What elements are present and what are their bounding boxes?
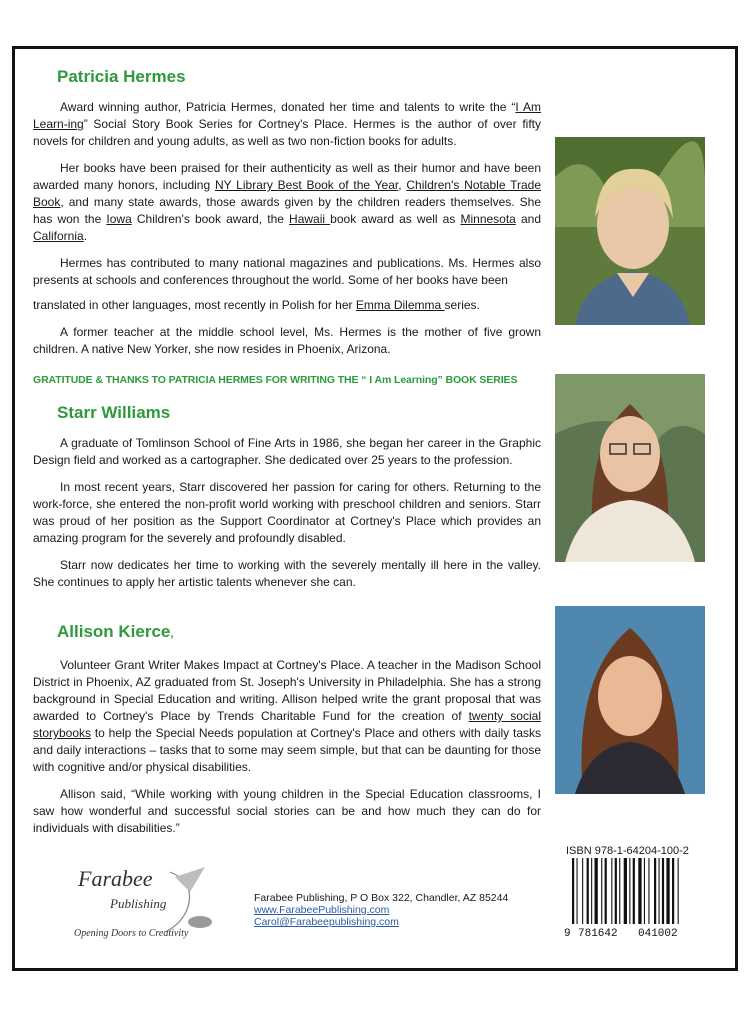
kierce-heading xyxy=(57,623,541,643)
barcode-bar xyxy=(601,858,602,924)
minnesota-link[interactable]: Minnesota xyxy=(460,212,516,226)
barcode-bar xyxy=(638,858,641,924)
kierce-paragraph-1 xyxy=(33,657,541,776)
logo-line-2: Publishing xyxy=(110,896,167,911)
barcode-bar xyxy=(644,858,645,924)
publisher-info xyxy=(254,892,508,928)
text: , xyxy=(398,178,407,192)
barcode-bar xyxy=(662,858,664,924)
isbn-label: ISBN 978-1-64204-100-2 xyxy=(566,845,689,857)
hermes-paragraph-4: A former teacher at the middle school level, Ms. Hermes is the mother of five grown children. A native New Yorker, she now resides in Phoenix, Arizona. xyxy=(33,325,541,356)
text: Children's book award, the xyxy=(131,212,290,226)
kierce-photo xyxy=(555,606,705,794)
publisher-email-link[interactable]: Carol@Farabeepublishing.com xyxy=(254,916,399,928)
hermes-photo xyxy=(555,137,705,325)
text: series. xyxy=(444,298,480,312)
barcode-bar xyxy=(633,858,635,924)
barcode-bar xyxy=(615,858,617,924)
barcode-bar xyxy=(572,858,574,924)
barcode-bar xyxy=(666,858,669,924)
iowa-link[interactable]: Iowa xyxy=(106,212,132,226)
barcode-bar xyxy=(595,858,598,924)
logo-line-1: Farabee xyxy=(78,866,153,891)
williams-paragraph-1: A graduate of Tomlinson School of Fine Arts in 1986, she began her career in the Graphic Design field and worked as a cartographer. She dedicated over 25 years to the profession. xyxy=(33,436,541,467)
i-am-learning-link[interactable]: I Am Learn-ing xyxy=(33,100,541,131)
hermes-paragraph-2 xyxy=(33,160,541,245)
ny-library-link[interactable]: NY Library Best Book of the Year xyxy=(214,178,399,192)
barcode xyxy=(562,858,702,938)
barcode-bar xyxy=(672,858,674,924)
hermes-paragraph-3b xyxy=(33,297,541,314)
barcode-bar xyxy=(659,858,660,924)
barcode-bar xyxy=(624,858,627,924)
text: Volunteer Grant Writer Makes Impact at Cortney's Place. A teacher in the Madison School District in Phoenix, AZ graduated from St. Joseph's University in Philadelphia. She has a strong background in Special Education and writing. Allison helped write the grant proposal that was awarded to Cortney's Place by Trends Charitable Fund for the creation of xyxy=(33,658,541,723)
text: Award winning author, Patricia Hermes, donated her time and talents to write the “ xyxy=(60,100,516,114)
text: , and many state awards, those awards given by the children readers themselves. She has won the xyxy=(33,195,541,226)
barcode-digit-first: 9 xyxy=(564,928,571,938)
logo-tagline: Opening Doors to Creativity xyxy=(74,928,189,939)
barcode-bar xyxy=(577,858,578,924)
kierce-section xyxy=(33,623,541,847)
gratitude-banner: GRATITUDE & THANKS TO PATRICIA HERMES FOR WRITING THE “ I Am Learning” BOOK SERIES xyxy=(33,374,518,386)
text: Her books have been praised for their authenticity as well as their humor and have been awarded many honors, including xyxy=(33,161,541,192)
hawaii-link[interactable]: Hawaii xyxy=(289,212,331,226)
hermes-paragraph-1 xyxy=(33,99,541,150)
barcode-digits-left: 781642 xyxy=(578,928,618,938)
notable-trade-book-link[interactable]: Children's Notable Trade Book xyxy=(33,178,542,209)
hermes-section xyxy=(33,68,541,368)
publisher-address: Farabee Publishing, P O Box 322, Chandler, AZ 85244 xyxy=(254,892,509,904)
williams-section xyxy=(33,404,541,601)
text: translated in other languages, most recently in Polish for her xyxy=(33,298,356,312)
storybooks-link[interactable]: twenty social storybooks xyxy=(33,709,541,740)
kierce-name: Allison Kierce xyxy=(57,622,171,641)
text: and xyxy=(515,212,541,226)
barcode-bar xyxy=(611,858,612,924)
williams-paragraph-2: In most recent years, Starr discovered her passion for caring for others. Returning to the work-force, she entered the non-profit world working with preschool children and seniors. Starr was proud of her position as the Support Coordinator at Cortney's Place which provides an amazing program for the severely and profoundly disabled. xyxy=(33,480,541,545)
barcode-bar xyxy=(591,858,592,924)
barcode-bar xyxy=(619,858,620,924)
kierce-name-suffix: , xyxy=(170,628,174,640)
hermes-heading: Patricia Hermes xyxy=(57,67,186,86)
text: book award as well as xyxy=(330,212,461,226)
barcode-bar xyxy=(648,858,649,924)
barcode-bar xyxy=(582,858,583,924)
williams-paragraph-3: Starr now dedicates her time to working with the severely mentally ill here in the valley. She continues to apply her artistic talents whenever she can. xyxy=(33,558,541,589)
barcode-bar xyxy=(605,858,607,924)
barcode-bar xyxy=(629,858,630,924)
williams-photo xyxy=(555,374,705,562)
emma-dilemma-link[interactable]: Emma Dilemma xyxy=(355,298,445,312)
farabee-logo xyxy=(70,862,230,942)
barcode-digits-right: 041002 xyxy=(638,928,678,938)
text: . xyxy=(83,229,88,243)
california-link[interactable]: California xyxy=(33,229,84,243)
publisher-website-link[interactable]: www.FarabeePublishing.com xyxy=(254,904,390,916)
text: to help the Special Needs population at Cortney's Place and others with daily tasks and daily interactions – tasks that to some may seem simple, but that can be daunting for those with cognitive and/or physical disabilities. xyxy=(33,726,541,774)
barcode-bar xyxy=(654,858,656,924)
hermes-paragraph-3: Hermes has contributed to many national magazines and publications. Ms. Hermes also presents at schools and conferences throughout the world. Some of her books have been xyxy=(33,256,541,287)
barcode-bar xyxy=(678,858,679,924)
text: ” Social Story Book Series for Cortney's Place. Hermes is the author of over fifty novels for children and young adults, as well as two non-fiction books for adults. xyxy=(33,117,541,148)
barcode-bar xyxy=(587,858,589,924)
williams-heading: Starr Williams xyxy=(57,403,171,422)
kierce-paragraph-2: Allison said, “While working with young children in the Special Education classrooms, I saw how wonderful and successful social stories can be and how much they can do for individuals with disabilities.” xyxy=(33,787,541,835)
